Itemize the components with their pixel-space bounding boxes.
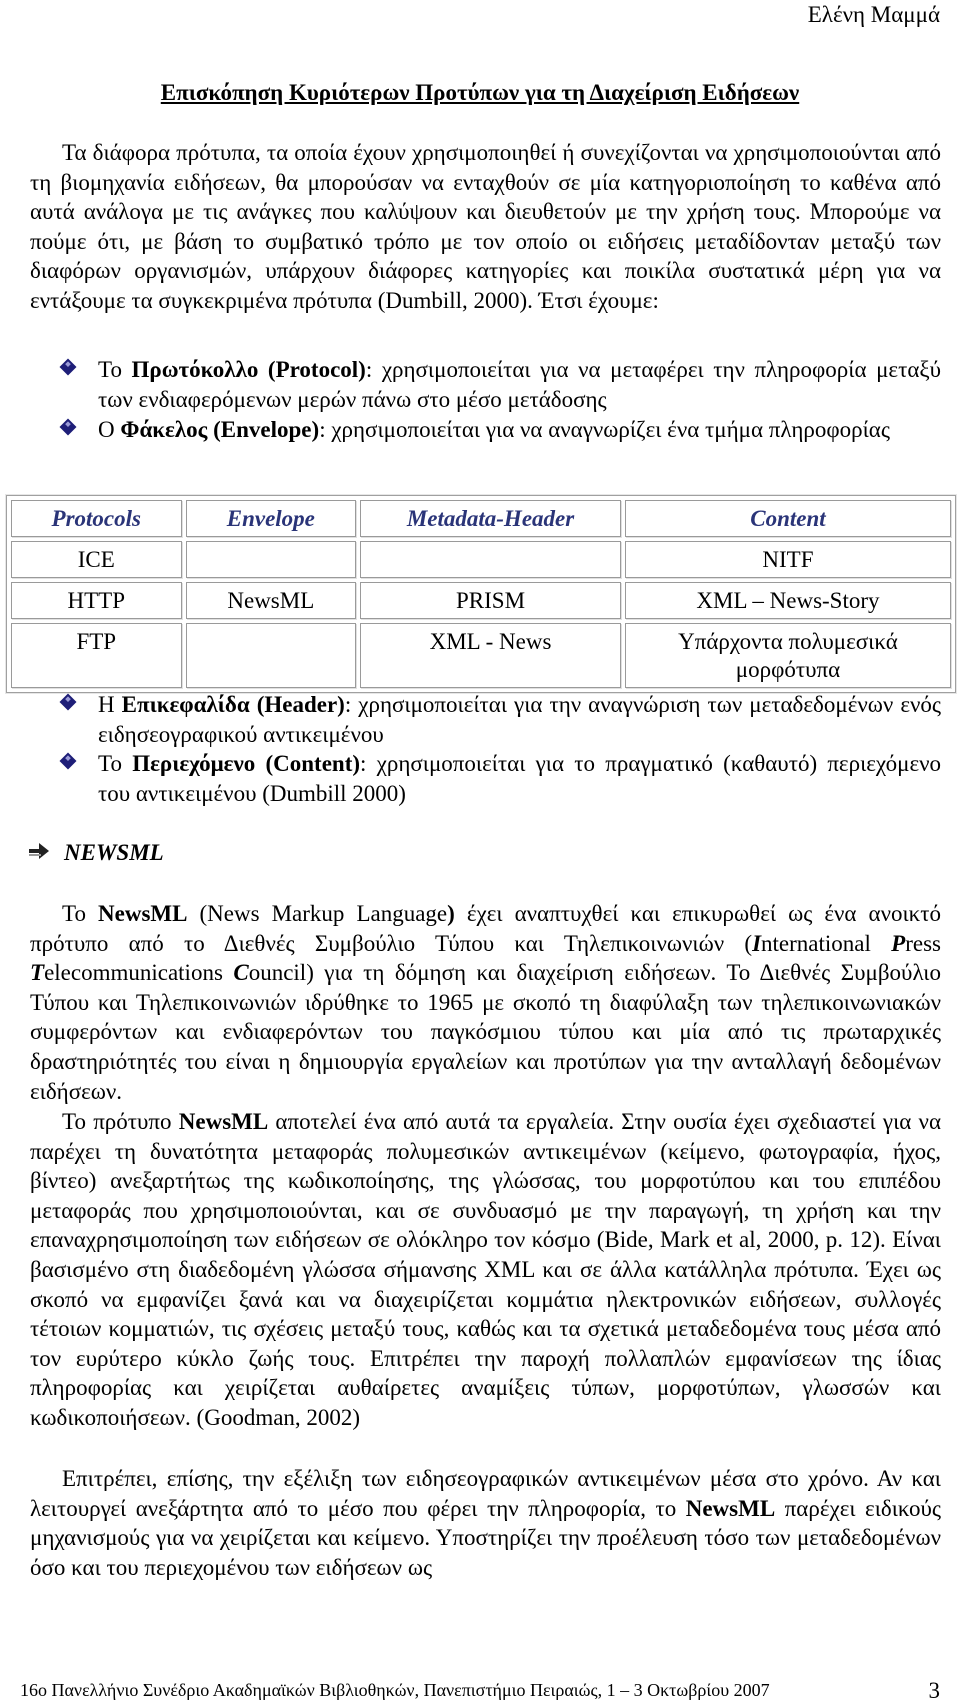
page-title: Επισκόπηση Κυριότερων Προτύπων για τη Διαχείριση Ειδήσεων xyxy=(160,80,800,105)
table-cell: PRISM xyxy=(360,582,621,619)
table-cell: NITF xyxy=(625,541,951,578)
bullet-text: Το Περιεχόμενο (Content): χρησιμοποιείται για το πραγματικό (καθαυτό) περιεχόμενο του αντικειμένου (Dumbill 2000) xyxy=(98,751,942,806)
bullet-protocol xyxy=(56,355,941,414)
newsml-paragraph-3: Επιτρέπει, επίσης, την εξέλιξη των ειδησεογραφικών αντικειμένων μέσα στο χρόνο. Αν και λειτουργεί ανεξάρτητα από το μέσο που φέρει την πληροφορία, το NewsML παρέχει ειδικούς μηχανισμούς για να χειρίζεται και κείμενο. Υποστηρίζει την προέλευση τόσο των μεταδεδομένων όσο και του περιεχομένου των ειδήσεων ως xyxy=(30,1466,942,1580)
table-header-row xyxy=(11,500,951,537)
table-row xyxy=(11,582,951,619)
intro-paragraph: Τα διάφορα πρότυπα, τα οποία έχουν χρησιμοποιηθεί ή συνεχίζονται να χρησιμοποιούνται από τη βιομηχανία ειδήσεων, θα μπορούσαν να ενταχθούν σε μία κατηγοριοποίηση το καθένα από αυτά ανάλογα με τις ανάγκες που καλύψουν και διευθετούν με την χρήση τους. Μπορούμε να πούμε ότι, με βάση το συμβατικό τρόπο με τον οποίο οι ειδήσεις μεταδίδονταν μεταξύ των διαφόρων οργανισμών, υπάρχουν διάφορες κατηγορίες και ποικίλα συστατικά μέρη για να εντάξουμε τα συγκεκριμένα πρότυπα (Dumbill, 2000). Έτσι έχουμε: xyxy=(30,140,941,313)
bullet-diamond-icon xyxy=(60,419,77,436)
bullet-content xyxy=(56,749,941,808)
section-heading-newsml xyxy=(26,838,164,866)
footer-text: 16ο Πανελλήνιο Συνέδριο Ακαδημαϊκών Βιβλιοθηκών, Πανεπιστήμιο Πειραιώς, 1 – 3 Οκτωβρίου 2007 xyxy=(20,1680,770,1700)
arrow-bullet-icon xyxy=(26,838,52,864)
bullet-term: Επικεφαλίδα (Header) xyxy=(121,692,345,717)
table-header-cell: Protocols xyxy=(11,500,182,537)
bullet-text: Ο Φάκελος (Envelope): χρησιμοποιείται για να αναγνωρίζει ένα τμήμα πληροφορίας xyxy=(98,417,890,442)
table-header-cell: Content xyxy=(625,500,951,537)
newsml-paragraph-1: Το NewsML (News Markup Language) έχει αναπτυχθεί και επικυρωθεί ως ένα ανοικτό πρότυπο από το Διεθνές Συμβούλιο Τύπου και Τηλεπικοινωνιών (International Press Telecommunications Council) για τη δόμηση και διαχείριση ειδήσεων. Το Διεθνές Συμβούλιο Τύπου και Τηλεπικοινωνιών ιδρύθηκε το 1965 με σκοπό τη διαφύλαξη των τηλεπικοινωνιακών συμφερόντων και ενδιαφερόντων του παγκόσμιου τύπου και μία από τις πρωταρχικές δραστηριότητές του είναι η δημιουργία εργαλείων και προτύπων για την ανταλλαγή δεδομένων ειδήσεων. xyxy=(30,901,941,1104)
bullet-diamond-icon xyxy=(60,753,77,770)
table-cell: FTP xyxy=(11,623,182,688)
section-heading-text: NEWSML xyxy=(64,840,164,865)
table-cell xyxy=(360,541,621,578)
bullet-envelope xyxy=(56,415,941,445)
bullet-term: Περιεχόμενο (Content) xyxy=(132,751,361,776)
table-header-cell: Metadata-Header xyxy=(360,500,621,537)
header-author: Ελένη Μαμμά xyxy=(807,2,940,27)
table-cell: XML - News xyxy=(360,623,621,688)
table-cell: NewsML xyxy=(186,582,357,619)
table-cell: Υπάρχοντα πολυμεσικά μορφότυπα xyxy=(625,623,951,688)
bullet-diamond-icon xyxy=(60,694,77,711)
page-number: 3 xyxy=(928,1678,940,1703)
table-cell: XML – News-Story xyxy=(625,582,951,619)
bullet-diamond-icon xyxy=(60,359,77,376)
bullet-text: Το Πρωτόκολλο (Protocol): χρησιμοποιείται για να μεταφέρει την πληροφορία μεταξύ των ενδιαφερόμενων μερών πάνω στο μέσο μετάδοσης xyxy=(98,357,942,412)
table-cell: HTTP xyxy=(11,582,182,619)
table-cell xyxy=(186,623,357,688)
bullet-term: Φάκελος (Envelope) xyxy=(120,417,320,442)
table-cell xyxy=(186,541,357,578)
standards-table xyxy=(6,495,956,693)
bullet-text: Η Επικεφαλίδα (Header): χρησιμοποιείται για την αναγνώριση των μεταδεδομένων ενός ειδησεογραφικού αντικειμένου xyxy=(98,692,941,747)
table-row xyxy=(11,541,951,578)
table-cell: ICE xyxy=(11,541,182,578)
bullet-term: Πρωτόκολλο (Protocol) xyxy=(131,357,366,382)
table-header-cell: Envelope xyxy=(186,500,357,537)
newsml-paragraph-2: Το πρότυπο NewsML αποτελεί ένα από αυτά τα εργαλεία. Στην ουσία έχει σχεδιαστεί για να παρέχει τη δυνατότητα μεταφοράς πολυμεσικών αντικειμένων (κείμενο, φωτογραφία, ήχος, βίντεο) ανεξαρτήτως της κωδικοποίησης, της γλώσσας, του μορφοτύπου και του επιπέδου μεταφοράς που χρησιμοποιούνται, και σε συνδυασμό με την παραγωγή, τη χρήση και την επαναχρησιμοποίηση των ειδήσεων σε ολόκληρο τον κόσμο (Bide, Mark et al, 2000, p. 12). Είναι βασισμένο στη διαδεδομένη γλώσσα σήμανσης XML και σε άλλα κατάλληλα πρότυπα. Έχει ως σκοπό να εμφανίζει ξανά και να διαχειρίζεται κομμάτια ηλεκτρονικών ειδήσεων, συλλογές τέτοιων κομματιών, τις σχέσεις μεταξύ τους, καθώς και τα σχετικά μεταδεδομένα τους μέσα από τον ευρύτερο κύκλο ζωής τους. Επιτρέπει την παροχή πολλαπλών εμφανίσεων της ίδιας πληροφορίας και χειρίζεται αυθαίρετες αναμίξεις τύπων, μορφοτύπων, γλωσσών και κωδικοποιήσεων. (Goodman, 2002) xyxy=(30,1109,941,1430)
table-row xyxy=(11,623,951,688)
bullet-header xyxy=(56,690,941,749)
